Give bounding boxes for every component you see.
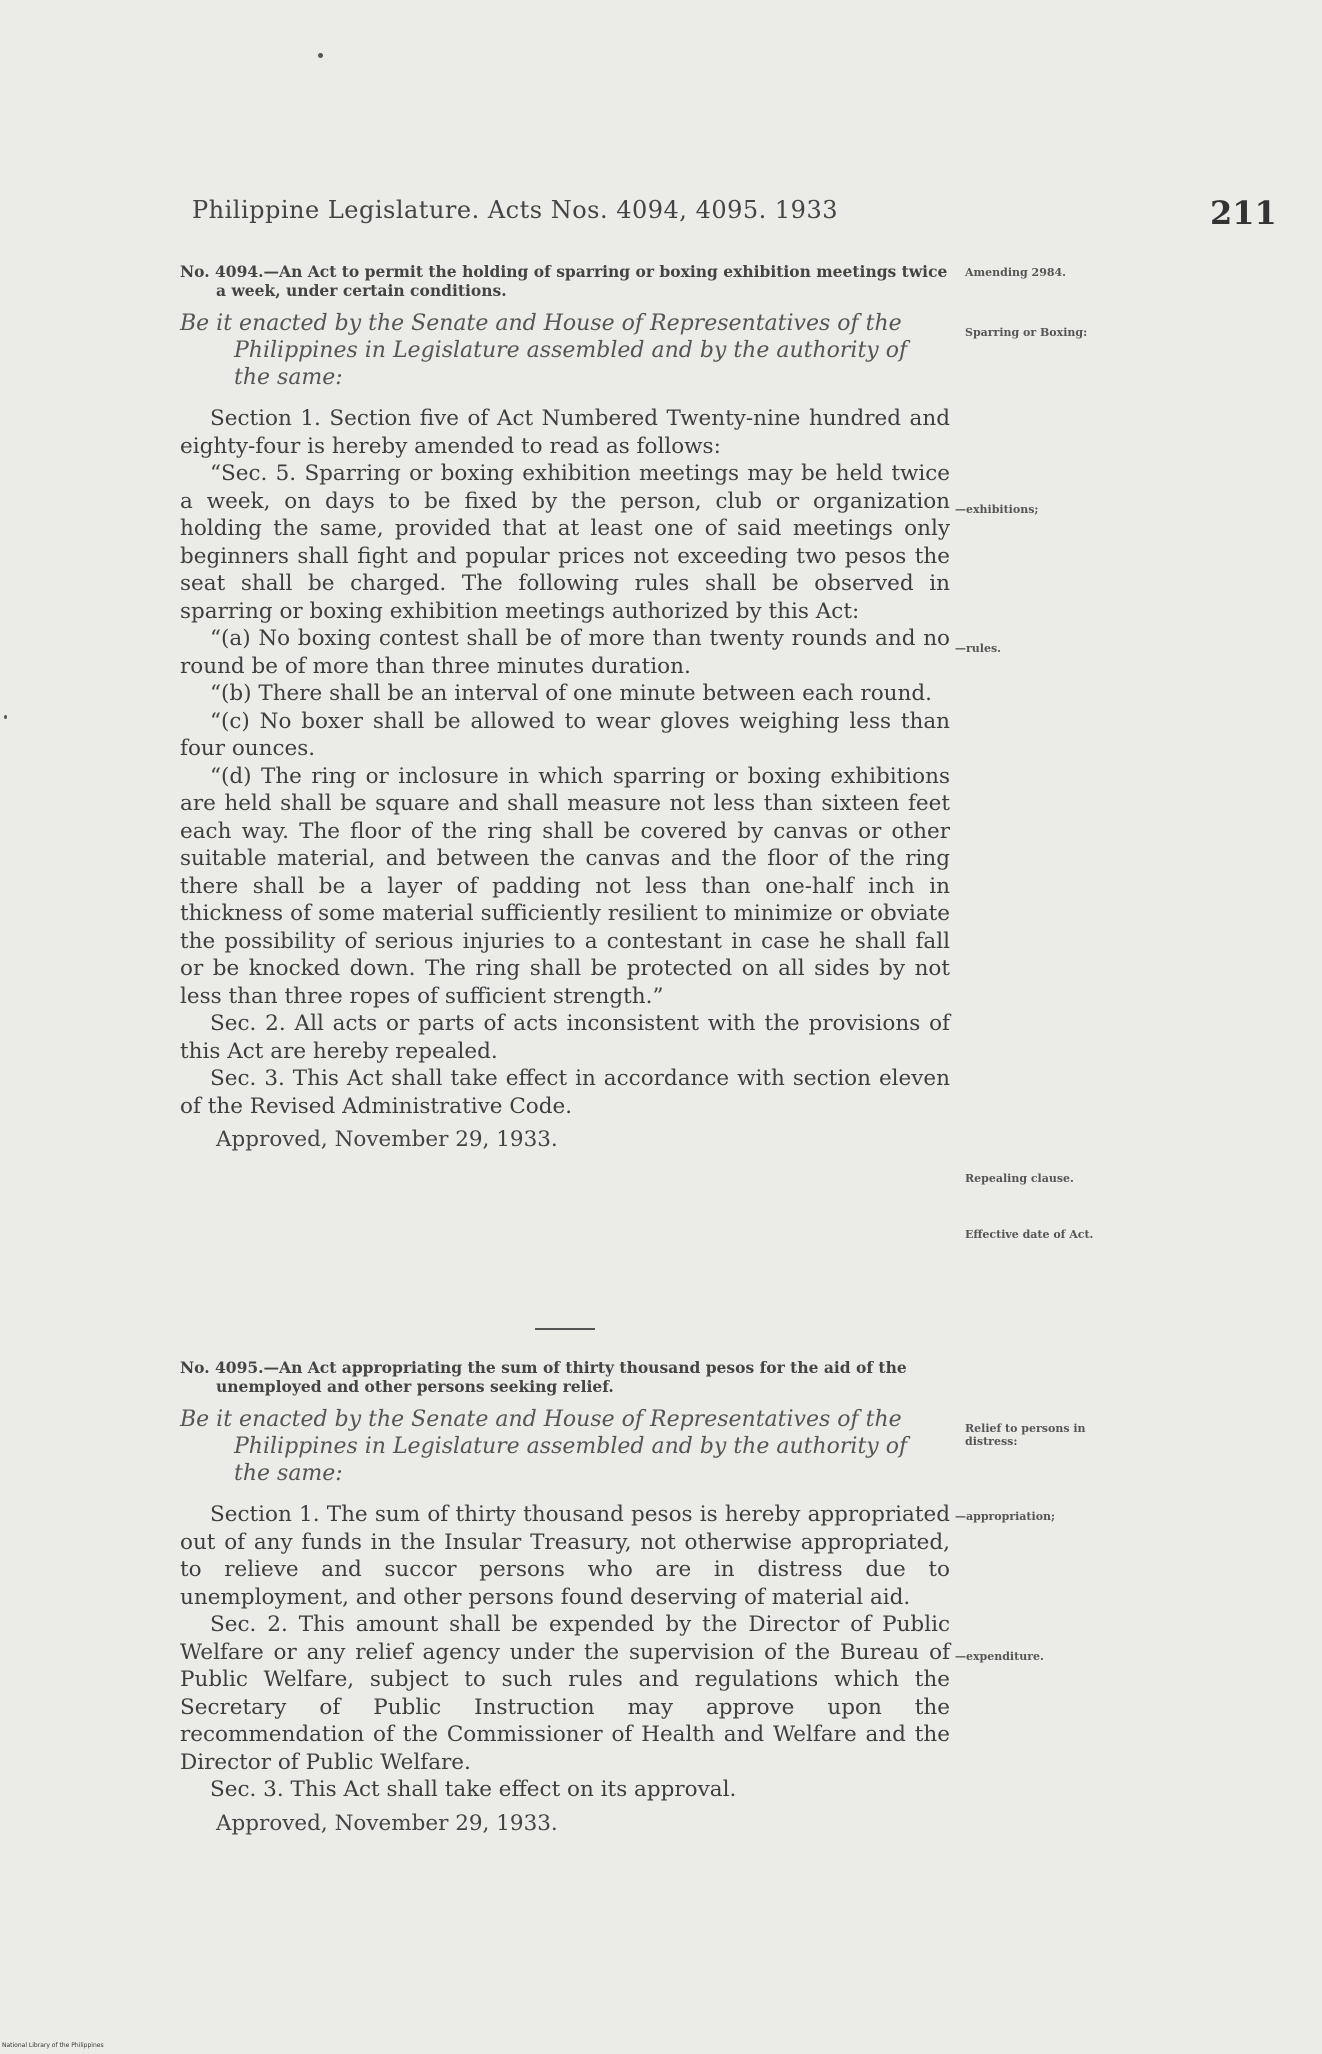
act-title: No. 4094.—An Act to permit the holding of sparring or boxing exhibition meetings twice a week, under certain conditions. [180,262,948,300]
act-title: No. 4095.—An Act appropriating the sum of thirty thousand pesos for the aid of the unemployed and other persons seeking relief. [180,1358,907,1396]
enacting-clause: Be it enacted by the Senate and House of Representatives of the Philippines in Legislature assembled and by the authority of the same: [180,311,908,390]
enacting-clause: Be it enacted by the Senate and House of Representatives of the Philippines in Legislature assembled and by the authority of the same: [180,1407,908,1486]
footer-credit: National Library of the Philippines [2,2042,104,2049]
section-divider [535,1328,595,1330]
margin-note-exhibitions: —exhibitions; [955,503,1039,516]
section-2: Sec. 2. This amount shall be expended by the Director of Public Welfare or any relief agency under the supervision of the Bureau of Public Welfare, subject to such rules and regulations which the Secretary of Public Instruction may approve upon the recommendation of the Commissioner of Health and Welfare and the Director of Public Welfare. [180,1612,950,1775]
margin-note-expenditure: —expenditure. [955,1650,1044,1663]
rule-b: “(b) There shall be an interval of one minute between each round. [210,681,932,706]
scan-speck [318,53,323,58]
section-5-text: “Sec. 5. Sparring or boxing exhibition meetings may be held twice a week, on days to be fixed by the person, club or organization holding the same, provided that at least one of said meetings only beginners shall fight and popular prices not exceeding two pesos the seat shall be charged. The following rules shall be observed in sparring or boxing exhibition meetings authorized by this Act: [180,461,950,624]
margin-note-rules: —rules. [955,642,1001,655]
section-3: Sec. 3. This Act shall take effect in accordance with section eleven of the Revised Administrative Code. [180,1066,950,1119]
approved-date: Approved, November 29, 1933. [216,1810,558,1836]
margin-note-repealing: Repealing clause. [965,1172,1074,1185]
act-4095 [180,1358,950,1837]
running-head: Philippine Legislature. Acts Nos. 4094, 4095. 1933 [192,196,838,224]
section-2: Sec. 2. All acts or parts of acts inconsistent with the provisions of this Act are hereby repealed. [180,1011,950,1064]
rule-a: “(a) No boxing contest shall be of more than twenty rounds and no round be of more than three minutes duration. [180,626,950,679]
section-1: Section 1. Section five of Act Numbered Twenty-nine hundred and eighty-four is hereby amended to read as follows: [180,406,950,459]
margin-note-effective-date: Effective date of Act. [965,1228,1094,1241]
margin-note-amending: Amending 2984. [965,266,1067,279]
margin-note-relief: Relief to persons in distress: [965,1422,1086,1448]
act-4094 [180,262,950,1154]
rule-c: “(c) No boxer shall be allowed to wear gloves weighing less than four ounces. [180,708,950,761]
section-3: Sec. 3. This Act shall take effect on its approval. [210,1777,737,1802]
section-1: Section 1. The sum of thirty thousand pesos is hereby appropriated out of any funds in the Insular Treasury, not otherwise appropriated, to relieve and succor persons who are in distress due to unemployment, and other persons found deserving of material aid. [180,1502,950,1610]
rule-d: “(d) The ring or inclosure in which sparring or boxing exhibitions are held shall be square and shall measure not less than sixteen feet each way. The floor of the ring shall be covered by canvas or other suitable material, and between the canvas and the floor of the ring there shall be a layer of padding not less than one-half inch in thickness of some material sufficiently resilient to minimize or obviate the possibility of serious injuries to a contestant in case he shall fall or be knocked down. The ring shall be protected on all sides by not less than three ropes of sufficient strength.” [180,763,950,1009]
scan-speck [4,715,7,719]
margin-note-appropriation: —appropriation; [955,1510,1056,1523]
margin-note-sparring: Sparring or Boxing: [965,326,1088,339]
page-number: 211 [1210,194,1277,232]
approved-date: Approved, November 29, 1933. [216,1127,558,1152]
